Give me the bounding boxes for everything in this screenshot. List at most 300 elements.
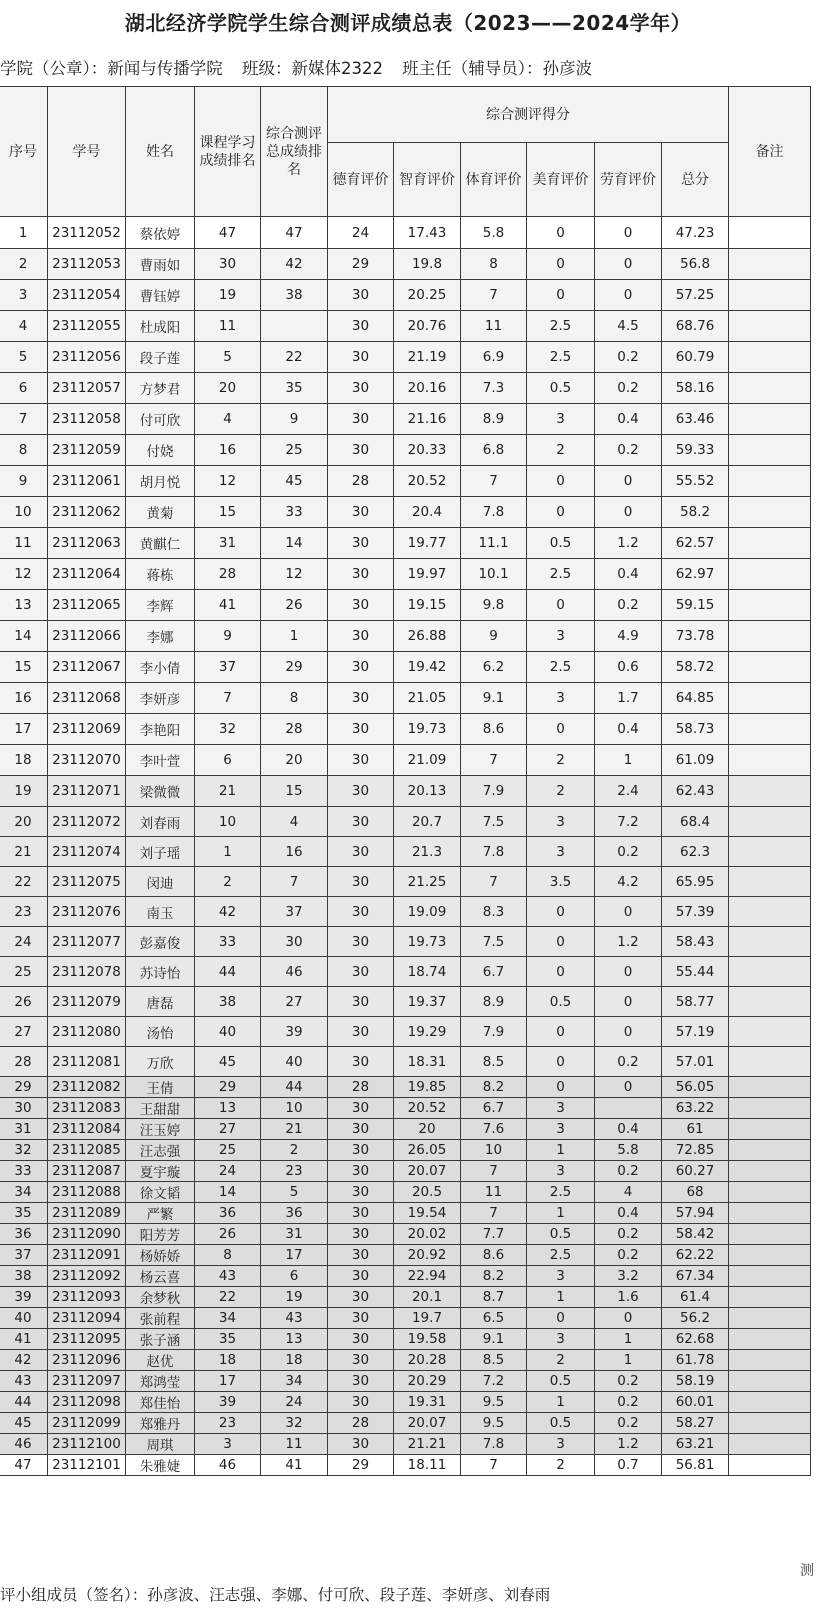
cell-total-rank: 20 (261, 745, 328, 776)
cell-art: 3 (527, 1266, 595, 1287)
cell-moral: 30 (328, 497, 394, 528)
cell-id: 23112069 (48, 714, 126, 745)
cell-labor: 1 (595, 1329, 662, 1350)
cell-moral: 30 (328, 683, 394, 714)
cell-moral: 30 (328, 1371, 394, 1392)
cell-intel: 20.76 (394, 311, 461, 342)
cell-sport: 6.5 (461, 1308, 527, 1329)
cell-seq: 23 (0, 897, 48, 927)
cell-sport: 8.3 (461, 897, 527, 927)
cell-labor: 0.2 (595, 342, 662, 373)
cell-total: 60.27 (662, 1161, 729, 1182)
cell-seq: 17 (0, 714, 48, 745)
cell-id: 23112064 (48, 559, 126, 590)
table-row (0, 1182, 811, 1203)
cell-name: 杨娇娇 (126, 1245, 195, 1266)
cell-course-rank: 2 (195, 867, 261, 897)
cell-total-rank: 10 (261, 1098, 328, 1119)
cell-total: 61.78 (662, 1350, 729, 1371)
cell-seq: 29 (0, 1077, 48, 1098)
table-row (0, 1047, 811, 1077)
cell-course-rank: 17 (195, 1371, 261, 1392)
cell-name: 付娆 (126, 435, 195, 466)
cell-intel: 21.3 (394, 837, 461, 867)
cell-moral: 30 (328, 714, 394, 745)
cell-sport: 6.7 (461, 957, 527, 987)
cell-remark (729, 217, 811, 249)
cell-labor: 0.2 (595, 837, 662, 867)
cell-remark (729, 249, 811, 280)
table-row (0, 1350, 811, 1371)
cell-course-rank: 12 (195, 466, 261, 497)
cell-remark (729, 1098, 811, 1119)
cell-seq: 25 (0, 957, 48, 987)
cell-remark (729, 590, 811, 621)
cell-labor: 0 (595, 280, 662, 311)
cell-course-rank: 31 (195, 528, 261, 559)
cell-course-rank: 45 (195, 1047, 261, 1077)
cell-course-rank: 1 (195, 837, 261, 867)
cell-id: 23112100 (48, 1434, 126, 1455)
cell-seq: 28 (0, 1047, 48, 1077)
cell-course-rank: 23 (195, 1413, 261, 1434)
table-row (0, 1434, 811, 1455)
cell-remark (729, 1392, 811, 1413)
cell-remark (729, 714, 811, 745)
cell-intel: 20.33 (394, 435, 461, 466)
cell-remark (729, 652, 811, 683)
cell-course-rank: 3 (195, 1434, 261, 1455)
cell-intel: 19.09 (394, 897, 461, 927)
cell-name: 朱雅婕 (126, 1455, 195, 1476)
cell-name: 郑鸿莹 (126, 1371, 195, 1392)
cell-seq: 3 (0, 280, 48, 311)
cell-moral: 30 (328, 435, 394, 466)
cell-name: 严繁 (126, 1203, 195, 1224)
cell-art: 2.5 (527, 1245, 595, 1266)
cell-moral: 30 (328, 621, 394, 652)
cell-total: 57.39 (662, 897, 729, 927)
cell-intel: 18.74 (394, 957, 461, 987)
cell-total-rank: 32 (261, 1413, 328, 1434)
cell-seq: 39 (0, 1287, 48, 1308)
cell-sport: 5.8 (461, 217, 527, 249)
cell-labor: 0 (595, 957, 662, 987)
cell-seq: 44 (0, 1392, 48, 1413)
cell-labor: 1 (595, 745, 662, 776)
cell-labor: 5.8 (595, 1140, 662, 1161)
cell-sport: 11 (461, 1182, 527, 1203)
header-course-rank: 课程学习成绩排名 (195, 87, 261, 217)
cell-moral: 28 (328, 466, 394, 497)
cell-course-rank: 41 (195, 590, 261, 621)
cell-course-rank: 36 (195, 1203, 261, 1224)
cell-id: 23112087 (48, 1161, 126, 1182)
cell-total-rank: 45 (261, 466, 328, 497)
table-row (0, 497, 811, 528)
cell-moral: 30 (328, 1161, 394, 1182)
cell-moral: 29 (328, 1455, 394, 1476)
cell-id: 23112061 (48, 466, 126, 497)
cell-id: 23112067 (48, 652, 126, 683)
cell-art: 3 (527, 621, 595, 652)
cell-id: 23112085 (48, 1140, 126, 1161)
cell-art: 2 (527, 435, 595, 466)
cell-course-rank: 5 (195, 342, 261, 373)
cell-name: 李辉 (126, 590, 195, 621)
cell-total: 62.68 (662, 1329, 729, 1350)
cell-intel: 18.31 (394, 1047, 461, 1077)
cell-intel: 20.92 (394, 1245, 461, 1266)
cell-total-rank: 30 (261, 927, 328, 957)
cell-moral: 30 (328, 1224, 394, 1245)
cell-labor: 0.2 (595, 1161, 662, 1182)
header-scores-group: 综合测评得分 (328, 87, 729, 143)
cell-seq: 22 (0, 867, 48, 897)
cell-name: 阳芳芳 (126, 1224, 195, 1245)
cell-intel: 20.28 (394, 1350, 461, 1371)
cell-total-rank: 12 (261, 559, 328, 590)
cell-intel: 17.43 (394, 217, 461, 249)
cell-intel: 20.25 (394, 280, 461, 311)
cell-labor: 0.4 (595, 404, 662, 435)
cell-moral: 30 (328, 957, 394, 987)
cell-art: 0 (527, 1077, 595, 1098)
cell-seq: 16 (0, 683, 48, 714)
cell-total-rank: 2 (261, 1140, 328, 1161)
cell-total-rank: 43 (261, 1308, 328, 1329)
cell-moral: 30 (328, 342, 394, 373)
cell-id: 23112053 (48, 249, 126, 280)
cell-intel: 18.11 (394, 1455, 461, 1476)
cell-sport: 7.5 (461, 807, 527, 837)
cell-course-rank: 25 (195, 1140, 261, 1161)
cell-id: 23112098 (48, 1392, 126, 1413)
cell-seq: 37 (0, 1245, 48, 1266)
cell-remark (729, 1329, 811, 1350)
table-row (0, 1119, 811, 1140)
cell-labor: 0.6 (595, 652, 662, 683)
cell-seq: 45 (0, 1413, 48, 1434)
cell-course-rank: 8 (195, 1245, 261, 1266)
cell-id: 23112078 (48, 957, 126, 987)
cell-art: 1 (527, 1392, 595, 1413)
cell-total: 63.21 (662, 1434, 729, 1455)
cell-moral: 30 (328, 1017, 394, 1047)
table-row (0, 435, 811, 466)
cell-total: 56.2 (662, 1308, 729, 1329)
cell-remark (729, 1434, 811, 1455)
cell-sport: 8.9 (461, 404, 527, 435)
cell-sport: 9.8 (461, 590, 527, 621)
cell-art: 0 (527, 1017, 595, 1047)
cell-id: 23112097 (48, 1371, 126, 1392)
table-row (0, 1077, 811, 1098)
cell-total: 58.43 (662, 927, 729, 957)
cell-labor: 0.2 (595, 1371, 662, 1392)
cell-total: 55.44 (662, 957, 729, 987)
cell-id: 23112072 (48, 807, 126, 837)
cell-art: 0 (527, 1308, 595, 1329)
cell-total-rank: 4 (261, 807, 328, 837)
table-row (0, 776, 811, 807)
cell-art: 1 (527, 1203, 595, 1224)
cell-art: 3 (527, 1434, 595, 1455)
cell-total: 56.81 (662, 1455, 729, 1476)
table-row (0, 683, 811, 714)
cell-remark (729, 1350, 811, 1371)
cell-labor: 0.2 (595, 1245, 662, 1266)
cell-total: 60.79 (662, 342, 729, 373)
cell-total-rank: 22 (261, 342, 328, 373)
cell-seq: 34 (0, 1182, 48, 1203)
cell-moral: 30 (328, 1308, 394, 1329)
cell-id: 23112063 (48, 528, 126, 559)
cell-total-rank: 28 (261, 714, 328, 745)
cell-id: 23112059 (48, 435, 126, 466)
cell-moral: 30 (328, 927, 394, 957)
cell-id: 23112071 (48, 776, 126, 807)
cell-course-rank: 9 (195, 621, 261, 652)
class-label: 班级：新媒体2322 (242, 59, 383, 78)
cell-remark (729, 342, 811, 373)
cell-remark (729, 1266, 811, 1287)
cell-sport: 9.5 (461, 1392, 527, 1413)
cell-seq: 5 (0, 342, 48, 373)
cell-remark (729, 987, 811, 1017)
cell-sport: 7.9 (461, 1017, 527, 1047)
cell-name: 汪玉婷 (126, 1119, 195, 1140)
cell-art: 0 (527, 590, 595, 621)
cell-id: 23112057 (48, 373, 126, 404)
cell-remark (729, 1224, 811, 1245)
cell-total: 61.4 (662, 1287, 729, 1308)
cell-course-rank: 34 (195, 1308, 261, 1329)
cell-art: 1 (527, 1140, 595, 1161)
table-row (0, 807, 811, 837)
cell-moral: 30 (328, 1140, 394, 1161)
cell-name: 闵迪 (126, 867, 195, 897)
cell-seq: 18 (0, 745, 48, 776)
cell-sport: 10 (461, 1140, 527, 1161)
cell-seq: 31 (0, 1119, 48, 1140)
cell-labor: 0 (595, 1077, 662, 1098)
table-row (0, 1140, 811, 1161)
header-remark: 备注 (729, 87, 811, 217)
cell-seq: 43 (0, 1371, 48, 1392)
cell-seq: 38 (0, 1266, 48, 1287)
table-row (0, 714, 811, 745)
cell-art: 0.5 (527, 1371, 595, 1392)
cell-labor: 0.4 (595, 1203, 662, 1224)
cell-art: 3 (527, 1119, 595, 1140)
cell-labor: 4.9 (595, 621, 662, 652)
header-total-rank: 综合测评总成绩排名 (261, 87, 328, 217)
cell-id: 23112074 (48, 837, 126, 867)
cell-seq: 30 (0, 1098, 48, 1119)
cell-total-rank: 36 (261, 1203, 328, 1224)
cell-name: 曹雨如 (126, 249, 195, 280)
cell-intel: 19.15 (394, 590, 461, 621)
cell-seq: 6 (0, 373, 48, 404)
cell-course-rank: 40 (195, 1017, 261, 1047)
table-row (0, 217, 811, 249)
cell-remark (729, 1308, 811, 1329)
cell-moral: 30 (328, 311, 394, 342)
cell-remark (729, 745, 811, 776)
cell-course-rank: 13 (195, 1098, 261, 1119)
cell-remark (729, 1077, 811, 1098)
cell-id: 23112096 (48, 1350, 126, 1371)
cell-labor: 0.2 (595, 1392, 662, 1413)
cell-total: 58.27 (662, 1413, 729, 1434)
cell-moral: 30 (328, 1047, 394, 1077)
cell-remark (729, 559, 811, 590)
cell-course-rank: 38 (195, 987, 261, 1017)
cell-intel: 20.4 (394, 497, 461, 528)
cell-labor: 0.4 (595, 559, 662, 590)
cell-intel: 20.02 (394, 1224, 461, 1245)
cell-intel: 21.25 (394, 867, 461, 897)
cell-moral: 29 (328, 249, 394, 280)
cell-labor: 4.5 (595, 311, 662, 342)
cell-moral: 28 (328, 1077, 394, 1098)
cell-art: 0.5 (527, 528, 595, 559)
cell-course-rank: 4 (195, 404, 261, 435)
cell-moral: 30 (328, 745, 394, 776)
cell-moral: 30 (328, 1434, 394, 1455)
cell-moral: 30 (328, 528, 394, 559)
cell-course-rank: 46 (195, 1455, 261, 1476)
cell-course-rank: 16 (195, 435, 261, 466)
cell-art: 0 (527, 280, 595, 311)
cell-labor: 0.2 (595, 1413, 662, 1434)
cell-labor: 0 (595, 1017, 662, 1047)
table-row (0, 280, 811, 311)
cell-sport: 8.9 (461, 987, 527, 1017)
cell-intel: 19.31 (394, 1392, 461, 1413)
cell-labor: 0.2 (595, 1047, 662, 1077)
cell-sport: 7 (461, 1203, 527, 1224)
cell-remark (729, 837, 811, 867)
cell-total-rank: 27 (261, 987, 328, 1017)
table-body (0, 217, 811, 1476)
cell-seq: 11 (0, 528, 48, 559)
cell-art: 0.5 (527, 1224, 595, 1245)
cell-labor: 0 (595, 217, 662, 249)
cell-art: 3 (527, 837, 595, 867)
cell-course-rank: 33 (195, 927, 261, 957)
cell-remark (729, 497, 811, 528)
cell-remark (729, 1287, 811, 1308)
side-note: 测 (800, 1563, 814, 1579)
cell-total: 58.19 (662, 1371, 729, 1392)
cell-remark (729, 1203, 811, 1224)
table-row (0, 1455, 811, 1476)
table-row (0, 927, 811, 957)
cell-intel: 21.19 (394, 342, 461, 373)
cell-intel: 19.97 (394, 559, 461, 590)
cell-intel: 26.88 (394, 621, 461, 652)
table-row (0, 1203, 811, 1224)
cell-labor: 0 (595, 249, 662, 280)
cell-id: 23112077 (48, 927, 126, 957)
cell-course-rank: 28 (195, 559, 261, 590)
cell-moral: 30 (328, 280, 394, 311)
cell-name: 苏诗怡 (126, 957, 195, 987)
cell-name: 杨云喜 (126, 1266, 195, 1287)
cell-course-rank: 19 (195, 280, 261, 311)
cell-remark (729, 1017, 811, 1047)
cell-total: 59.15 (662, 590, 729, 621)
cell-name: 王甜甜 (126, 1098, 195, 1119)
cell-art: 0 (527, 897, 595, 927)
cell-seq: 46 (0, 1434, 48, 1455)
cell-sport: 8.5 (461, 1350, 527, 1371)
cell-moral: 30 (328, 1203, 394, 1224)
cell-labor: 1.7 (595, 683, 662, 714)
cell-total: 56.05 (662, 1077, 729, 1098)
cell-id: 23112101 (48, 1455, 126, 1476)
cell-total-rank: 46 (261, 957, 328, 987)
cell-course-rank: 47 (195, 217, 261, 249)
cell-total: 63.46 (662, 404, 729, 435)
cell-sport: 8.7 (461, 1287, 527, 1308)
cell-sport: 7 (461, 1161, 527, 1182)
table-row (0, 373, 811, 404)
cell-remark (729, 311, 811, 342)
cell-name: 刘子瑶 (126, 837, 195, 867)
cell-name: 余梦秋 (126, 1287, 195, 1308)
cell-remark (729, 435, 811, 466)
header-labor: 劳育评价 (595, 143, 662, 217)
cell-remark (729, 897, 811, 927)
cell-id: 23112068 (48, 683, 126, 714)
cell-art: 3 (527, 1329, 595, 1350)
cell-labor: 0 (595, 897, 662, 927)
cell-id: 23112079 (48, 987, 126, 1017)
cell-intel: 20.52 (394, 1098, 461, 1119)
cell-intel: 19.54 (394, 1203, 461, 1224)
cell-id: 23112070 (48, 745, 126, 776)
cell-seq: 13 (0, 590, 48, 621)
cell-total-rank: 26 (261, 590, 328, 621)
cell-total: 58.72 (662, 652, 729, 683)
table-row (0, 249, 811, 280)
cell-intel: 20.1 (394, 1287, 461, 1308)
cell-id: 23112065 (48, 590, 126, 621)
cell-remark (729, 957, 811, 987)
cell-labor: 0.2 (595, 590, 662, 621)
cell-art: 3 (527, 1161, 595, 1182)
cell-remark (729, 1140, 811, 1161)
cell-id: 23112093 (48, 1287, 126, 1308)
cell-name: 汪志强 (126, 1140, 195, 1161)
cell-art: 0 (527, 249, 595, 280)
cell-id: 23112095 (48, 1329, 126, 1350)
cell-art: 3 (527, 807, 595, 837)
cell-total: 60.01 (662, 1392, 729, 1413)
cell-seq: 47 (0, 1455, 48, 1476)
cell-labor: 0 (595, 497, 662, 528)
cell-total-rank: 29 (261, 652, 328, 683)
cell-sport: 7.8 (461, 497, 527, 528)
cell-name: 周琪 (126, 1434, 195, 1455)
cell-total-rank: 19 (261, 1287, 328, 1308)
table-row (0, 621, 811, 652)
cell-total: 61 (662, 1119, 729, 1140)
cell-labor: 3.2 (595, 1266, 662, 1287)
